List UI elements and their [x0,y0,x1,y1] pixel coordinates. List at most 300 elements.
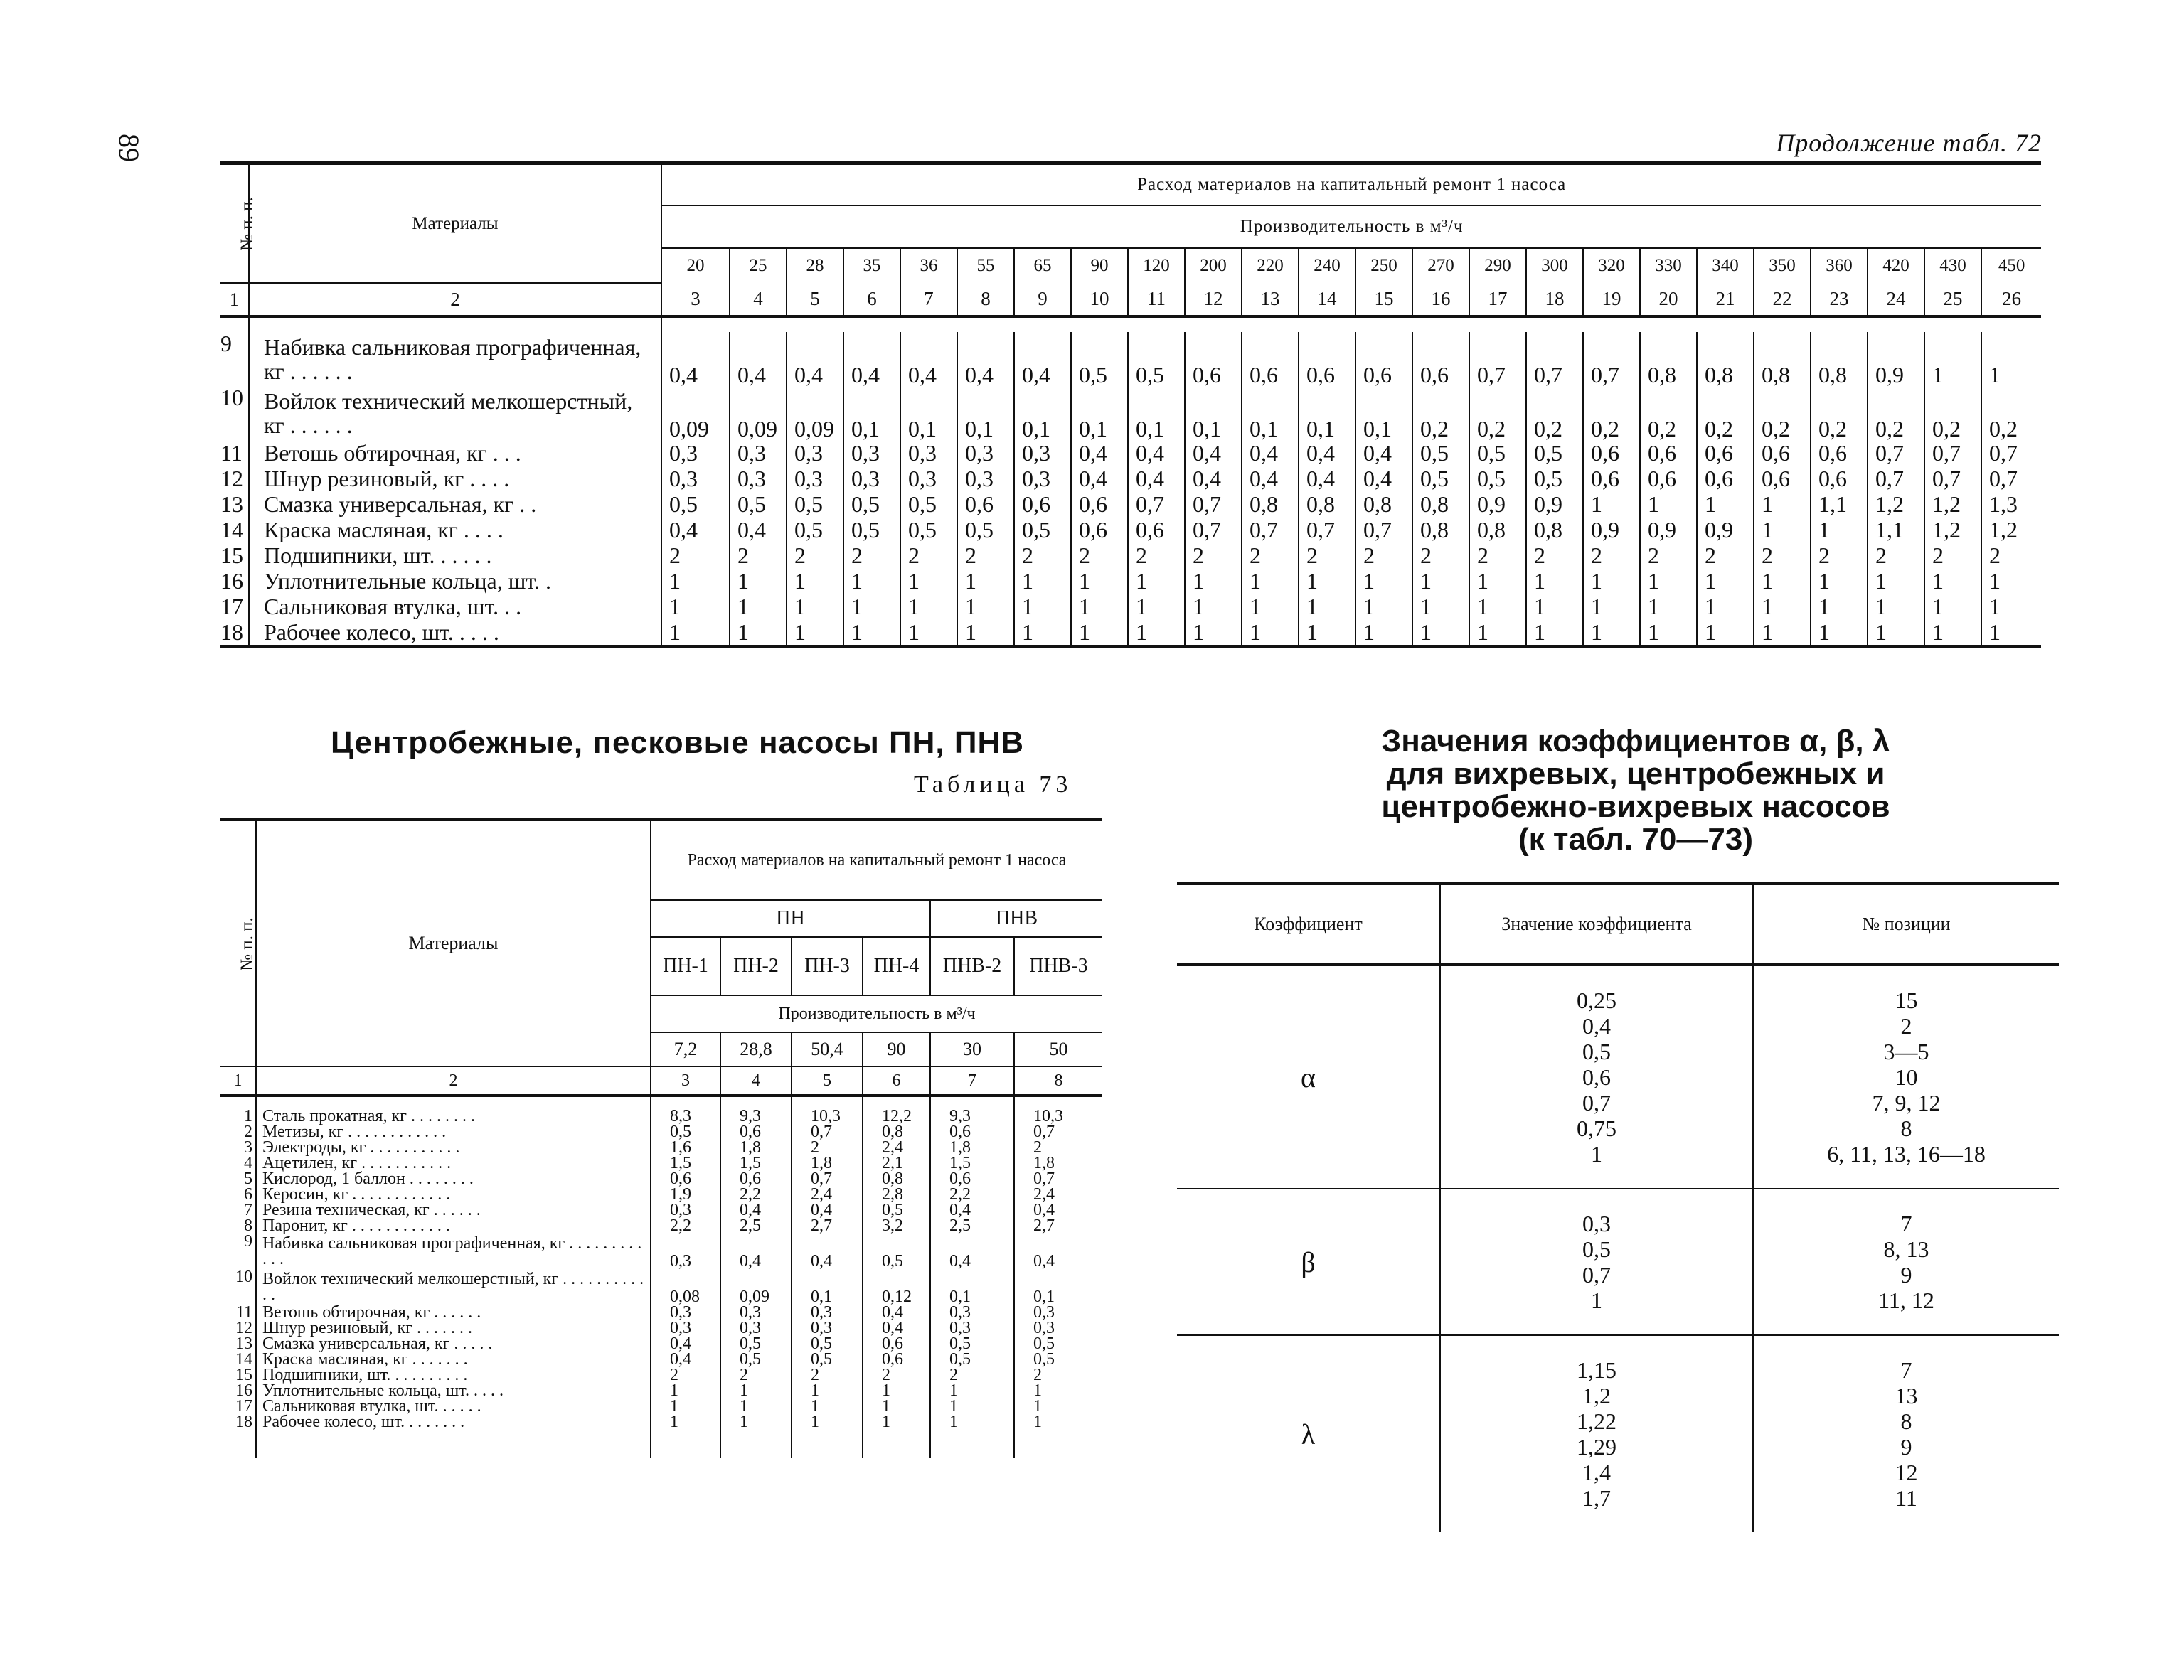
cell-value: 1 [900,568,957,594]
cell-value: 1,8 [930,1140,1014,1155]
cell-value: 0,2 [1469,386,1526,440]
column-number: 2 [249,283,661,316]
cell-value: 0,4 [930,1202,1014,1218]
cell-value: 2 [1469,542,1526,568]
coef-table-title: Значения коэффициентов α, β, λ для вихревых, центробежных и центробежно-вихревых насосов (к табл. 70—73) [1381,724,1890,857]
cell-value: 0,7 [1924,466,1981,491]
cell-value: 1 [661,568,730,594]
cell-value: 0,3 [720,1305,792,1320]
cell-value: 0,1 [1355,386,1412,440]
cell-value: 0,4 [957,332,1014,386]
cell-value: 2,1 [863,1155,930,1171]
coef-position: 8 [1900,1408,1912,1434]
cell-value: 0,4 [1071,466,1128,491]
cell-value: 1 [1981,332,2041,386]
cell-value: 0,5 [1412,440,1469,466]
cell-value: 2 [1412,542,1469,568]
cell-value: 1,5 [720,1155,792,1171]
cell-value: 0,4 [1355,440,1412,466]
capacity-header: 30 [930,1032,1014,1066]
cell-value: 2,7 [1014,1218,1102,1234]
cell-value: 0,3 [651,1234,720,1269]
cell-value: 1 [957,594,1014,619]
cell-value: 1 [1754,619,1811,646]
cell-value: 1 [1811,568,1868,594]
table-row [220,517,2041,542]
cell-value: 0,5 [900,517,957,542]
table-73 [220,818,1102,1458]
column-number: 23 [1811,283,1868,316]
column-number: 22 [1754,283,1811,316]
cell-value: 0,5 [1014,1352,1102,1367]
cell-value: 1 [1697,594,1754,619]
cell-value: 1,2 [1868,491,1924,517]
cell-value: 0,12 [863,1269,930,1305]
cell-value: 0,2 [1754,386,1811,440]
model-header: ПН-1 [651,937,720,995]
cell-value: 0,6 [1811,440,1868,466]
material-name: Рабочее колесо, шт. . . . . . . . [256,1414,651,1430]
cell-value: 1 [1128,594,1185,619]
cell-value: 1 [1128,568,1185,594]
cell-value: 1 [1242,568,1299,594]
cell-value: 1 [1583,568,1640,594]
material-name: Краска масляная, кг . . . . [249,517,661,542]
cell-value: 1 [1412,619,1469,646]
cell-value: 0,7 [1924,440,1981,466]
material-name: Сталь прокатная, кг . . . . . . . . [256,1108,651,1124]
cell-value: 0,2 [1412,386,1469,440]
table-row [220,1124,1102,1140]
column-number: 14 [1299,283,1355,316]
cell-value: 1 [1981,594,2041,619]
cell-value: 0,8 [1526,517,1583,542]
cell-value: 0,6 [930,1171,1014,1187]
cell-value: 1 [1469,568,1526,594]
cell-value: 0,6 [720,1171,792,1187]
cell-value: 0,3 [1014,1305,1102,1320]
cell-value: 0,4 [1355,466,1412,491]
material-name: Шнур резиновый, кг . . . . [249,466,661,491]
cell-value: 10,3 [1014,1108,1102,1124]
cell-value: 1 [787,594,843,619]
cell-value: 1 [1071,619,1128,646]
capacity-header: 35 [843,248,900,283]
cell-value: 0,6 [1128,517,1185,542]
cell-value: 0,4 [1299,440,1355,466]
cell-value: 0,6 [930,1124,1014,1140]
cell-value: 0,7 [1526,332,1583,386]
cell-value: 0,5 [930,1352,1014,1367]
cell-value: 1 [792,1383,863,1398]
cell-value: 0,1 [900,386,957,440]
row-number: 3 [244,1138,252,1157]
row-number: 10 [235,1268,252,1286]
cell-value: 0,8 [1355,491,1412,517]
coef-value: 0,6 [1582,1064,1611,1090]
cell-value: 0,8 [1754,332,1811,386]
coef-header: Коэффициент [1177,884,1440,965]
table-row [220,1155,1102,1171]
table-row [220,1187,1102,1202]
cell-value: 0,6 [1697,466,1754,491]
cell-value: 2 [1526,542,1583,568]
cell-value: 9,3 [930,1108,1014,1124]
cell-value: 1,3 [1981,491,2041,517]
cell-value: 2 [1299,542,1355,568]
coef-position: 3—5 [1883,1039,1929,1064]
material-name: Сальниковая втулка, шт. . . [249,594,661,619]
cell-value: 2 [720,1367,792,1383]
coef-symbol: α [1177,965,1440,1189]
capacity-header: 240 [1299,248,1355,283]
cell-value: 0,6 [720,1124,792,1140]
cell-value: 0,8 [1469,517,1526,542]
cell-value: 0,5 [1412,466,1469,491]
material-name: Рабочее колесо, шт. . . . . [249,619,661,646]
cell-value: 2 [863,1367,930,1383]
cell-value: 1 [1526,594,1583,619]
material-name: Кислород, 1 баллон . . . . . . . . [256,1171,651,1187]
cell-value: 0,2 [1640,386,1697,440]
column-number: 20 [1640,283,1697,316]
cell-value: 2,2 [720,1187,792,1202]
cell-value: 0,2 [1583,386,1640,440]
cell-value: 1 [1299,619,1355,646]
cell-value: 3,2 [863,1218,930,1234]
cell-value: 0,3 [651,1305,720,1320]
row-number: 15 [220,542,243,568]
col-no-header: № п. п. [220,820,256,1067]
material-name: Смазка универсальная, кг . . . . . [256,1336,651,1352]
cell-value: 1 [1526,619,1583,646]
cell-value: 1 [1583,491,1640,517]
cell-value: 0,7 [792,1124,863,1140]
cell-value: 2,2 [651,1218,720,1234]
capacity-header: 220 [1242,248,1299,283]
cell-value: 0,4 [1299,466,1355,491]
capacity-header: 360 [1811,248,1868,283]
column-number: 25 [1924,283,1981,316]
table-row [220,619,2041,646]
coef-values [1440,1189,1753,1335]
cell-value: 2 [1697,542,1754,568]
cell-value: 1 [900,619,957,646]
table-73-label: Таблица 73 [914,771,1072,798]
row-number: 13 [220,491,243,517]
column-number: 11 [1128,283,1185,316]
capacity-header: 65 [1014,248,1071,283]
column-number: 5 [792,1066,863,1096]
material-name: Паронит, кг . . . . . . . . . . . . [256,1218,651,1234]
cell-value: 0,1 [843,386,900,440]
table-row [220,594,2041,619]
cell-value: 0,3 [930,1320,1014,1336]
cell-value: 0,1 [1299,386,1355,440]
cell-value: 2 [900,542,957,568]
table-row [220,1383,1102,1398]
coef-positions [1753,1189,2059,1335]
cell-value: 0,5 [863,1202,930,1218]
coef-position: 8 [1900,1115,1912,1141]
row-number: 11 [235,1303,252,1322]
column-number: 8 [957,283,1014,316]
cell-value: 2 [1128,542,1185,568]
row-number: 12 [235,1319,252,1337]
capacity-header: 90 [863,1032,930,1066]
cell-value: 1,6 [651,1140,720,1155]
cell-value: 0,5 [1469,440,1526,466]
cell-value: 0,4 [651,1352,720,1367]
coef-position: 13 [1895,1383,1918,1408]
coef-position: 9 [1900,1262,1912,1288]
material-name: Ветошь обтирочная, кг . . . [249,440,661,466]
coef-value: 0,3 [1582,1211,1611,1236]
coef-group [1177,1189,2059,1335]
material-name: Войлок технический мелкошерстный, кг . . . . . . . . . . . . [256,1269,651,1305]
cell-value: 0,6 [1697,440,1754,466]
cell-value: 0,3 [792,1320,863,1336]
row-number: 17 [235,1397,252,1416]
cell-value: 0,09 [730,386,787,440]
table-row [220,1398,1102,1414]
cell-value: 1 [651,1398,720,1414]
cell-value: 1 [863,1398,930,1414]
cell-value: 0,8 [863,1171,930,1187]
cell-value: 0,5 [661,491,730,517]
row-number: 9 [220,331,232,356]
cell-value: 0,1 [1128,386,1185,440]
cell-value: 0,8 [1412,517,1469,542]
cell-value: 0,3 [730,466,787,491]
capacity-header: 7,2 [651,1032,720,1066]
capacity-header: 450 [1981,248,2041,283]
cell-value: 1 [1868,594,1924,619]
cell-value: 1 [730,619,787,646]
cell-value: 1 [957,568,1014,594]
cell-value: 0,1 [1014,386,1071,440]
cell-value: 1 [651,1383,720,1398]
cell-value: 1 [792,1414,863,1430]
material-name: Краска масляная, кг . . . . . . . [256,1352,651,1367]
cell-value: 0,4 [1242,466,1299,491]
cell-value: 0,6 [1583,466,1640,491]
row-number: 14 [235,1350,252,1369]
cell-value: 1 [1469,619,1526,646]
column-number: 21 [1697,283,1754,316]
cell-value: 0,4 [730,517,787,542]
cell-value: 0,7 [1299,517,1355,542]
model-header: ПНВ-2 [930,937,1014,995]
cell-value: 1 [1014,1414,1102,1430]
cell-value: 2 [957,542,1014,568]
cell-value: 1 [1924,568,1981,594]
cell-value: 1 [1811,619,1868,646]
row-number: 14 [220,517,243,542]
material-name: Уплотнительные кольца, шт. . [249,568,661,594]
cell-value: 0,6 [1355,332,1412,386]
cell-value: 1 [843,619,900,646]
table-72-continuation [220,161,2041,648]
capital-repair-header: Расход материалов на капитальный ремонт 1 насоса [651,820,1102,901]
cell-value: 0,6 [1640,466,1697,491]
cell-value: 0,08 [651,1269,720,1305]
column-number: 3 [661,283,730,316]
cell-value: 1,9 [651,1187,720,1202]
cell-value: 1 [1128,619,1185,646]
cell-value: 9,3 [720,1108,792,1124]
coef-value: 1 [1591,1141,1602,1167]
table-row [220,1352,1102,1367]
cell-value: 2,7 [792,1218,863,1234]
cell-value: 1 [720,1383,792,1398]
cell-value: 0,7 [1981,466,2041,491]
cell-value: 1 [1868,619,1924,646]
material-name: Резина техническая, кг . . . . . . [256,1202,651,1218]
cell-value: 0,4 [792,1202,863,1218]
cell-value: 0,7 [1014,1124,1102,1140]
capacity-header: 90 [1071,248,1128,283]
cell-value: 1 [1355,568,1412,594]
row-number: 16 [235,1381,252,1400]
capacity-header: 290 [1469,248,1526,283]
cell-value: 2 [1868,542,1924,568]
material-name: Набивка сальниковая прографиченная, кг . . . . . . [249,332,661,386]
capacity-header: 430 [1924,248,1981,283]
cell-value: 0,4 [863,1320,930,1336]
cell-value: 1 [1754,568,1811,594]
cell-value: 1 [1412,568,1469,594]
cell-value: 0,5 [730,491,787,517]
cell-value: 2 [1583,542,1640,568]
cell-value: 8,3 [651,1108,720,1124]
cell-value: 0,8 [1299,491,1355,517]
cell-value: 1,1 [1811,491,1868,517]
cell-value: 0,5 [957,517,1014,542]
cell-value: 0,2 [1811,386,1868,440]
coef-value: 0,5 [1582,1039,1611,1064]
cell-value: 2 [1640,542,1697,568]
table-row [220,332,2041,386]
cell-value: 0,3 [787,440,843,466]
cell-value: 0,8 [863,1124,930,1140]
cell-value: 2 [792,1140,863,1155]
cell-value: 0,3 [730,440,787,466]
table-row [220,466,2041,491]
group-pn: ПН [651,900,930,937]
cell-value: 0,4 [863,1305,930,1320]
cell-value: 0,6 [863,1336,930,1352]
cell-value: 0,6 [1754,466,1811,491]
coef-symbol: λ [1301,1418,1316,1450]
row-number: 7 [244,1201,252,1219]
column-number: 19 [1583,283,1640,316]
cell-value: 0,5 [843,517,900,542]
capacity-header: 28,8 [720,1032,792,1066]
cell-value: 0,4 [843,332,900,386]
row-number: 6 [244,1185,252,1204]
column-number: 5 [787,283,843,316]
column-number: 4 [720,1066,792,1096]
coef-values [1440,1335,1753,1532]
cell-value: 0,6 [1185,332,1242,386]
material-name: Подшипники, шт. . . . . . . . . . [256,1367,651,1383]
cell-value: 0,3 [957,440,1014,466]
column-number: 2 [256,1066,651,1096]
capacity-header: 270 [1412,248,1469,283]
cell-value: 1 [1014,568,1071,594]
cell-value: 1 [1697,568,1754,594]
row-number: 11 [220,440,243,466]
cell-value: 1 [1014,1383,1102,1398]
cell-value: 1 [1185,619,1242,646]
cell-value: 0,5 [792,1352,863,1367]
cell-value: 0,4 [1128,440,1185,466]
capacity-header: 250 [1355,248,1412,283]
cell-value: 1,8 [720,1140,792,1155]
cell-value: 2 [1981,542,2041,568]
capacity-header: 50,4 [792,1032,863,1066]
cell-value: 2 [1014,1367,1102,1383]
cell-value: 0,6 [1811,466,1868,491]
cell-value: 0,3 [787,466,843,491]
coef-position: 7 [1900,1357,1912,1383]
capacity-header: 36 [900,248,957,283]
cell-value: 1 [1014,619,1071,646]
coef-value: 0,25 [1577,988,1616,1013]
table-row [220,386,2041,440]
cell-value: 0,1 [1242,386,1299,440]
cell-value: 0,2 [1526,386,1583,440]
cell-value: 0,6 [957,491,1014,517]
coef-value: 0,7 [1582,1090,1611,1115]
column-number: 16 [1412,283,1469,316]
cell-value: 1 [720,1414,792,1430]
cell-value: 0,4 [720,1234,792,1269]
row-number: 9 [244,1232,252,1251]
capacity-header: 20 [661,248,730,283]
cell-value: 1 [1242,594,1299,619]
table-row [220,1367,1102,1383]
cell-value: 0,09 [661,386,730,440]
capacity-header: 300 [1526,248,1583,283]
cell-value: 0,6 [1412,332,1469,386]
cell-value: 1 [1924,594,1981,619]
column-number: 4 [730,283,787,316]
cell-value: 2 [787,542,843,568]
cell-value: 1 [1014,1398,1102,1414]
coef-value: 1 [1591,1288,1602,1313]
row-number: 17 [220,594,243,619]
cell-value: 0,5 [1128,332,1185,386]
cell-value: 0,5 [1071,332,1128,386]
cell-value: 0,5 [720,1336,792,1352]
cell-value: 0,3 [792,1305,863,1320]
cell-value: 2 [661,542,730,568]
coef-position: 9 [1900,1434,1912,1460]
productivity-header: Производительность в м³/ч [651,995,1102,1032]
cell-value: 1 [730,568,787,594]
group-pnv: ПНВ [930,900,1102,937]
cell-value: 1 [1355,619,1412,646]
cell-value: 0,3 [1014,466,1071,491]
table-row [220,440,2041,466]
coef-value: 1,29 [1577,1434,1616,1460]
cell-value: 1 [1299,594,1355,619]
cell-value: 0,7 [1014,1171,1102,1187]
cell-value: 1 [1811,517,1868,542]
coef-position: 8, 13 [1883,1236,1929,1262]
